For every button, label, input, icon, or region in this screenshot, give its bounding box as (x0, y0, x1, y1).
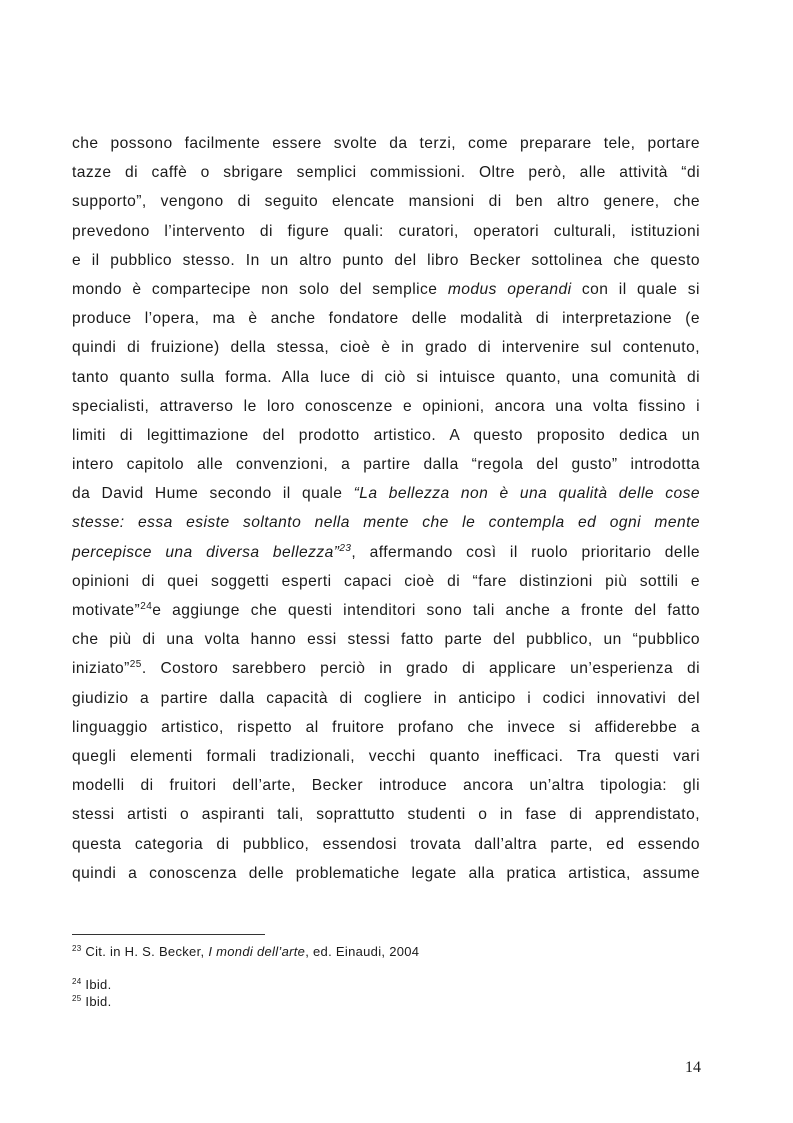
text-line (72, 392, 700, 421)
text-line (72, 246, 700, 275)
footnote-ref[interactable]: 25 (129, 659, 142, 671)
italic-quote: stesse: essa esiste soltanto nella mente che le contempla ed ogni mente (72, 514, 700, 532)
footnote-ref[interactable]: 23 (339, 542, 352, 554)
text-line (72, 654, 700, 683)
text-run: tazze di caffè o sbrigare semplici commissioni. Oltre però, alle attività “di (72, 164, 700, 182)
footnote-book-title: I mondi dell’arte (208, 944, 306, 959)
text-run: , affermando così il ruolo prioritario delle (351, 543, 701, 561)
text-line (72, 129, 700, 158)
footnote-text: Ibid. (81, 994, 112, 1009)
text-line (72, 596, 700, 625)
text-run: mondo è compartecipe non solo del semplice (72, 280, 448, 298)
text-run: specialisti, attraverso le loro conoscenze e opinioni, ancora una volta fissino i (72, 397, 700, 415)
footnote-number: 23 (72, 944, 82, 953)
text-line (72, 421, 700, 450)
text-run: . Costoro sarebbero perciò in grado di applicare un’esperienza di (141, 660, 700, 678)
text-run: produce l’opera, ma è anche fondatore delle modalità di interpretazione (e (72, 310, 700, 328)
text-run: intero capitolo alle convenzioni, a partire dalla “regola del gusto” introdotta (72, 456, 700, 474)
text-line (72, 363, 700, 392)
text-run: giudizio a partire dalla capacità di cogliere in anticipo i codici innovativi del (72, 689, 700, 707)
text-run: quindi di fruizione) della stessa, cioè è in grado di intervenire sul contenuto, (72, 339, 700, 357)
text-run: e il pubblico stesso. In un altro punto del libro Becker sottolinea che questo (72, 251, 700, 269)
footnote-number: 25 (72, 994, 82, 1003)
text-run: stessi artisti o aspiranti tali, soprattutto studenti o in fase di apprendistato, (72, 806, 700, 824)
footnote-text: Cit. in H. S. Becker, (81, 944, 209, 959)
text-line (72, 742, 700, 771)
footnote-ref[interactable]: 24 (140, 601, 153, 612)
text-run: opinioni di quei soggetti esperti capaci cioè di “fare distinzioni più sottili e (72, 572, 700, 590)
italic-quote: “La bellezza non è una qualità delle cose (353, 485, 700, 503)
footnote-text: , ed. Einaudi, 2004 (305, 944, 420, 959)
italic-quote: percepisce una diversa bellezza” (72, 543, 340, 561)
text-line (72, 333, 700, 362)
italic-term: modus operandi (447, 280, 572, 298)
text-line (72, 538, 700, 567)
text-run: modelli di fruitori dell’arte, Becker introduce ancora un’altra tipologia: gli (72, 777, 700, 795)
text-line (72, 567, 700, 596)
footnote-text: Ibid. (81, 977, 112, 992)
text-line (72, 625, 700, 654)
text-run: prevedono l’intervento di figure quali: curatori, operatori culturali, istituzioni (72, 222, 700, 240)
text-run: linguaggio artistico, rispetto al fruitore profano che invece si affiderebbe a (72, 718, 700, 736)
text-run: da David Hume secondo il quale (72, 485, 354, 503)
text-run: limiti di legittimazione del prodotto artistico. A questo proposito dedica un (72, 426, 700, 444)
text-run: motivate” (72, 602, 141, 619)
text-run: che possono facilmente essere svolte da terzi, come preparare tele, portare (72, 135, 700, 152)
text-run: quegli elementi formali tradizionali, vecchi quanto inefficaci. Tra questi vari (72, 747, 700, 765)
text-run: supporto”, vengono di seguito elencate mansioni di ben altro genere, che (72, 193, 700, 211)
text-run: che più di una volta hanno essi stessi fatto parte del pubblico, un “pubblico (72, 631, 700, 649)
footnote-23 (72, 944, 419, 959)
text-run: iniziato” (72, 660, 130, 678)
body-text (72, 129, 700, 888)
text-line (72, 158, 700, 187)
text-line (72, 508, 700, 537)
text-line (72, 187, 700, 216)
text-line (72, 217, 700, 246)
page-number: 14 (685, 1059, 701, 1076)
footnote-number: 24 (72, 977, 82, 986)
text-line (72, 830, 700, 859)
text-line (72, 275, 700, 304)
text-run: quindi a conoscenza delle problematiche legate alla pratica artistica, assume (72, 864, 700, 882)
text-line (72, 859, 700, 888)
text-line (72, 684, 700, 713)
text-line (72, 304, 700, 333)
text-run: tanto quanto sulla forma. Alla luce di ciò si intuisce quanto, una comunità di (72, 368, 700, 386)
footnote-divider (72, 934, 265, 935)
text-run: e aggiunge che questi intenditori sono tali anche a fronte del fatto (152, 602, 700, 619)
text-line (72, 800, 700, 829)
text-line (72, 479, 700, 508)
text-run: questa categoria di pubblico, essendosi trovata dall’altra parte, ed essendo (72, 835, 700, 853)
text-line (72, 450, 700, 479)
text-run: con il quale si (571, 280, 700, 298)
footnote-24 (72, 977, 111, 992)
text-line (72, 771, 700, 800)
footnote-25 (72, 994, 111, 1009)
text-line (72, 713, 700, 742)
